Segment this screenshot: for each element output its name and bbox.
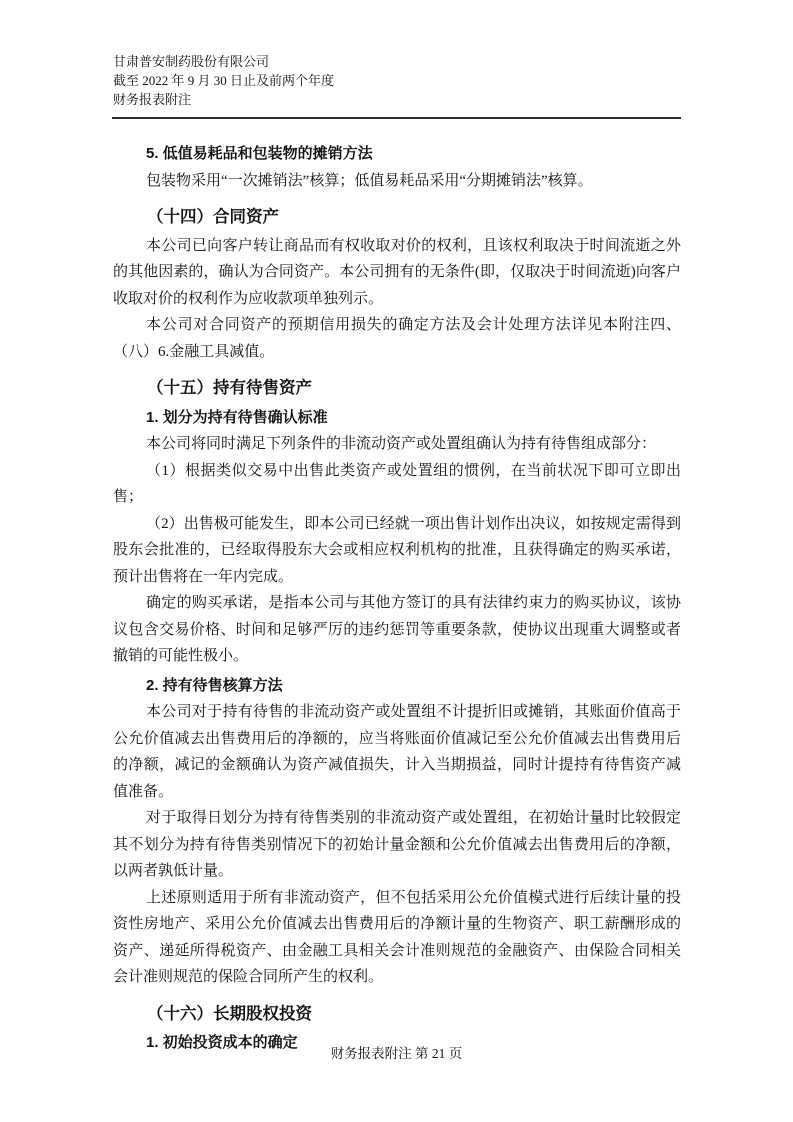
paragraph-initial-measurement: 对于取得日划分为持有待售类别的非流动资产或处置组，在初始计量时比较假定其不划分为持有待售类别情况下的初始计量金额和公允价值减去出售费用后的净额，以两者孰低计量。 <box>113 810 681 879</box>
paragraph-criteria-item-1: （1）根据类似交易中出售此类资产或处置组的惯例，在当前状况下即可立即出售； <box>113 462 681 505</box>
paragraph-scope-exclusions: 上述原则适用于所有非流动资产，但不包括采用公允价值模式进行后续计量的投资性房地产、采用公允价值减去出售费用后的净额计量的生物资产、职工薪酬形成的资产、递延所得税资产、由金融工具相关会计准则规范的金融资产、由保险合同相关会计准则规范的保险合同所产生的权利。 <box>113 889 681 985</box>
document-title: 财务报表附注 <box>113 92 192 107</box>
heading-lowvalue-amortization: 5. 低值易耗品和包装物的摊销方法 <box>146 145 373 162</box>
heading-initial-investment-cost: 1. 初始投资成本的确定 <box>146 1034 298 1051</box>
page-footer: 财务报表附注 第 21 页 <box>330 1046 463 1061</box>
paragraph-criteria-item-2: （2）出售极可能发生，即本公司已经就一项出售计划作出决议，如按规定需得到股东会批准的，已经取得股东大会或相应权利机构的批准，且获得确定的购买承诺，预计出售将在一年内完成。 <box>113 515 681 585</box>
paragraph-contract-assets-impairment: 本公司对合同资产的预期信用损失的确定方法及会计处理方法详见本附注四、（八）6.金融工具减值。 <box>113 317 681 360</box>
company-name: 甘肃普安制药股份有限公司 <box>113 54 270 69</box>
header-divider <box>112 117 681 119</box>
paragraph-contract-assets-definition: 本公司已向客户转让商品而有权收取对价的权利，且该权利取决于时间流逝之外的其他因素的，确认为合同资产。本公司拥有的无条件(即，仅取决于时间流逝)向客户收取对价的权利作为应收款项单独列示。 <box>113 237 681 307</box>
page-header <box>113 52 334 109</box>
paragraph-accounting-measurement: 本公司对于持有待售的非流动资产或处置组不计提折旧或摊销，其账面价值高于公允价值减去出售费用后的净额的，应当将账面价值减记至公允价值减去出售费用后的净额，减记的金额确认为资产减值损失，计入当期损益，同时计提持有待售资产减值准备。 <box>113 704 681 800</box>
document-body <box>113 138 681 1057</box>
heading-held-for-sale-criteria: 1. 划分为持有待售确认标准 <box>146 408 328 426</box>
heading-held-for-sale: （十五）持有待售资产 <box>147 379 312 397</box>
report-period: 截至 2022 年 9 月 30 日止及前两个年度 <box>113 73 335 88</box>
heading-held-for-sale-accounting: 2. 持有待售核算方法 <box>146 676 283 694</box>
paragraph-packaging-amortization: 包装物采用“一次摊销法”核算；低值易耗品采用“分期摊销法”核算。 <box>146 172 593 189</box>
paragraph-purchase-commitment: 确定的购买承诺，是指本公司与其他方签订的具有法律约束力的购买协议，该协议包含交易价格、时间和足够严厉的违约惩罚等重要条款，使协议出现重大调整或者撤销的可能性极小。 <box>113 595 681 664</box>
paragraph-criteria-intro: 本公司将同时满足下列条件的非流动资产或处置组确认为持有待售组成部分： <box>146 436 657 452</box>
heading-contract-assets: （十四）合同资产 <box>147 208 279 226</box>
heading-long-term-equity: （十六）长期股权投资 <box>147 1004 312 1023</box>
